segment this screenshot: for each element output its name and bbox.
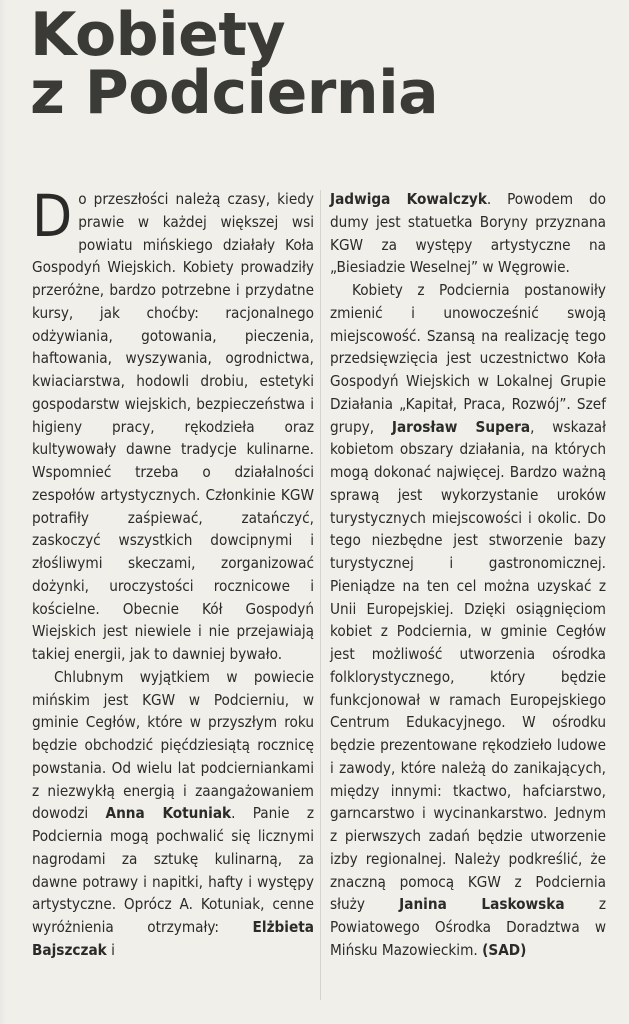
paragraph-intro-text: o przeszłości należą czasy, kiedy prawie w każdej większej wsi powiatu mińskiego działały Koła Gospodyń Wiejskich. Kobiety prowadziły przeróżne, bardzo potrzebne i przydatne kursy, jak choćby: racjonalnego odżywiania, gotowania, pieczenia, haftowania, wyszywania, ogrodnictwa, kwiaciarstwa, hodowli drobiu, estetyki gospodarstw wiejskich, bezpieczeństwa i higieny pracy, rękodzieła oraz kultywowały dawne tradycje kulinarne. Wspomnieć trzeba o działalności zespołów artystycznych. Członkinie KGW potrafiły zaśpiewać, zatańczyć, zaskoczyć wszystkich dowcipnymi i złośliwymi skeczami, zorganizować dożynki, uroczystości rocznicowe i kościelne. Obecnie Kół Gospodyń Wiejskich jest niewiele i nie przejawiają takiej energii, jak to dawniej bywało. (32, 190, 314, 663)
person-name: Janina Laskowska (399, 895, 565, 914)
drop-cap: D (32, 182, 73, 250)
person-name: Jadwiga Kowalczyk (330, 190, 487, 208)
person-name: Jarosław Supera (391, 417, 531, 436)
paragraph-modernization (330, 279, 606, 962)
paragraph-text: Kobiety z Podciernia postanowiły zmienić i unowocześnić swoją miejscowość. Szansą na realizację tego przedsięwzięcia jest uczestnictwo Koła Gospodyń Wiejskich w Lokalnej Grupie Działania „Kapitał, Praca, Rozwój”. Szef grupy, (330, 281, 606, 436)
paragraph-text: Chlubnym wyjątkiem w powiecie mińskim jest KGW w Podcierniu, w gminie Cegłów, które w przyszłym roku będzie obchodzić pięćdziesiątą rocznicę powstania. Od wielu lat podcierniankami z niezwykłą energią i zaangażowaniem dowodzi (32, 667, 314, 823)
headline-line-1: Kobiety (30, 0, 286, 70)
article-column-right (330, 188, 606, 962)
paragraph-text: z Powiatowego Ośrodka Doradztwa w Mińsku Mazowieckim. (330, 895, 606, 959)
paragraph-text: . Powodem do dumy jest statuetka Boryny przyznana KGW za występy artystyczne na „Biesiadzie Weselnej” w Węgrowie. (330, 190, 606, 277)
article-column-left (32, 182, 314, 962)
paragraph-text: , wskazał kobietom obszary działania, na których mogą dokonać najwięcej. Bardzo ważną sprawą jest wykorzystanie uroków turystycznych miejscowości i okolic. Do tego niezbędne jest stworzenie bazy turystycznej i gastronomicznej. Pieniądze na ten cel można uzyskać z Unii Europejskiej. Dzięki osiągnięciom kobiet z Podciernia, w gminie Cegłów jest możliwość utworzenia ośrodka folklorystycznego, który będzie funkcjonował w ramach Europejskiego Centrum Edukacyjnego. W ośrodku będzie prezentowane rękodzieło ludowe i zawody, które należą do zanikających, między innymi: tkactwo, hafciarstwo, garncarstwo i wycinankarstwo. Jednym z pierwszych zadań będzie utworzenie izby regionalnej. Należy podkreślić, że znaczną pomocą KGW z Podciernia służy (330, 417, 607, 914)
person-name: Elżbieta Bajszczak (32, 918, 314, 959)
paragraph-text: . Panie z Podciernia mogą pochwalić się licznymi nagrodami za sztukę kulinarną, za dawne potrawy i napitki, hafty i występy artystyczne. Oprócz A. Kotuniak, cenne wyróżnienia otrzymały: (32, 804, 314, 936)
paragraph-continued (330, 188, 606, 279)
paragraph-text: i (106, 940, 115, 959)
author-signature: (SAD) (482, 940, 527, 959)
column-divider (320, 190, 321, 1000)
article-headline (30, 0, 439, 128)
paragraph-intro (32, 182, 314, 666)
paragraph-kotuniak (32, 666, 314, 962)
person-name: Anna Kotuniak (105, 804, 232, 823)
headline-line-2: z Podciernia (30, 58, 439, 128)
